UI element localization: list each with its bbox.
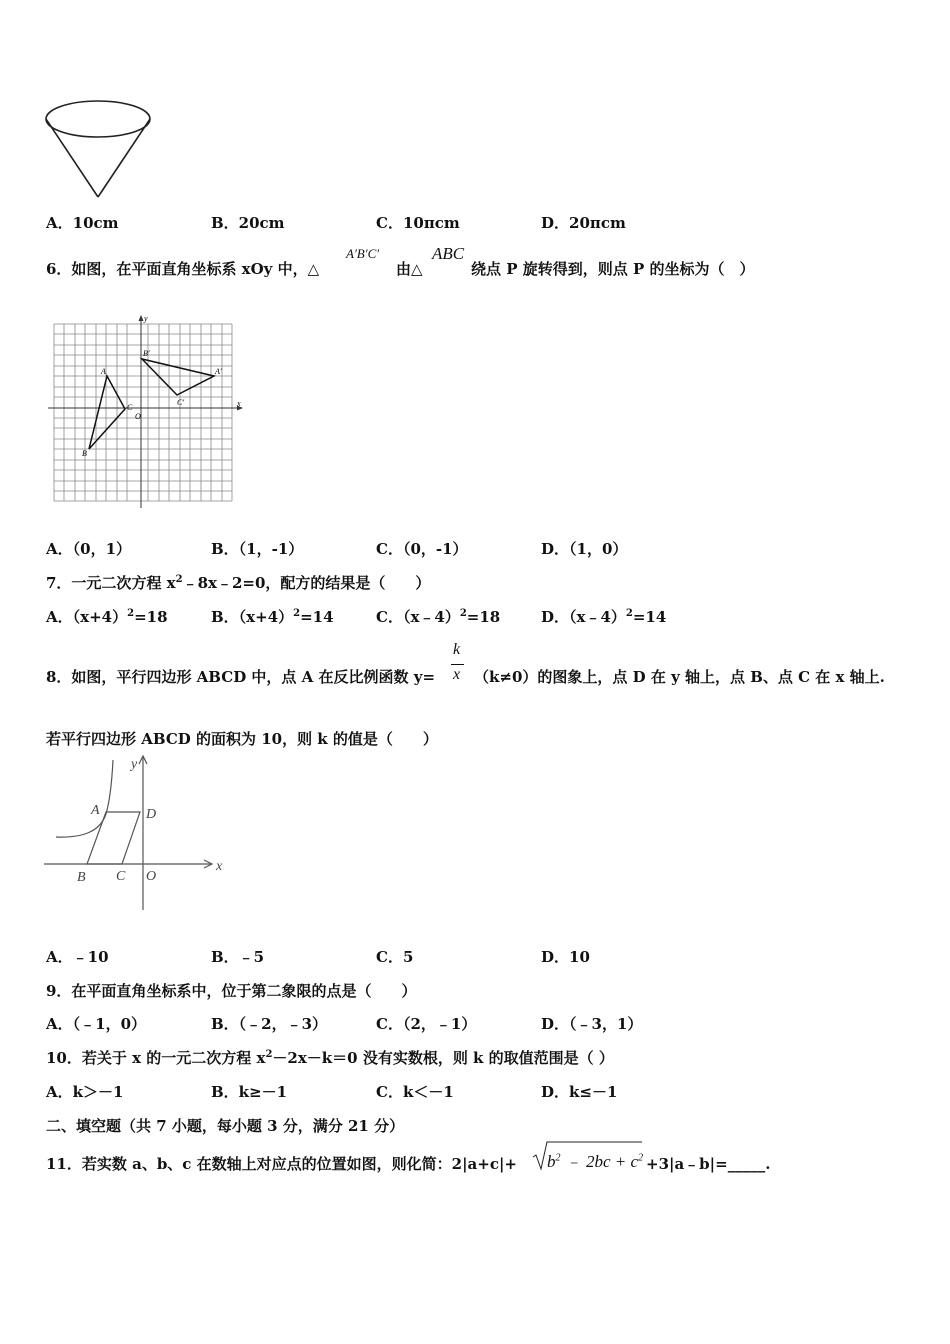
q9-question: 9．在平面直角坐标系中，位于第二象限的点是（ ）	[46, 982, 417, 1000]
q10-option-d[interactable]: D．k≤－1	[541, 1083, 618, 1101]
q6-label-b: B	[82, 449, 87, 458]
q5-option-c[interactable]: C．10πcm	[376, 214, 460, 232]
q6-text-post: 绕点 P 旋转得到，则点 P 的坐标为（ ）	[471, 260, 755, 278]
cone-right-edge	[98, 119, 150, 197]
q7-option-d-post: =14	[632, 608, 667, 626]
q7-option-a-pre: A．（x+4）	[46, 608, 128, 626]
q6-option-d[interactable]: D．（1，0）	[541, 540, 628, 558]
q8-hyperbola-curve	[56, 760, 113, 837]
q7-option-c-pre: C．（x﹣4）	[376, 608, 460, 626]
q10-option-c[interactable]: C．k＜－1	[376, 1083, 454, 1101]
q8-option-d[interactable]: D．10	[541, 948, 590, 966]
q8-fraction-numerator: k	[453, 641, 461, 658]
q8-label-y: y	[131, 757, 138, 772]
q6-triangle-orig: ABC	[432, 244, 465, 263]
q11-sqrt-mid: ﹣ 2bc + c	[560, 1152, 639, 1171]
q8-option-c[interactable]: C．5	[376, 948, 414, 966]
q7-option-d-sup: 2	[625, 608, 633, 619]
q6-text-pre: 6．如图，在平面直角坐标系 xOy 中，△	[46, 260, 320, 278]
q11-sqrt-sup1: 2	[555, 1152, 561, 1164]
cone-base-ellipse	[46, 101, 150, 137]
q8-label-d: D	[146, 807, 157, 822]
q7-option-b[interactable]	[211, 606, 334, 627]
q6-option-a[interactable]: A．（0，1）	[46, 540, 132, 558]
q6-label-b-prime: B′	[143, 349, 150, 358]
q6-label-y: y	[144, 314, 148, 323]
q7-option-c-post: =18	[466, 608, 501, 626]
q6-text-mid: 由△	[396, 260, 423, 278]
q6-question	[46, 258, 319, 279]
q6-triangle-prime: A′B′C′	[346, 246, 380, 261]
q5-option-d[interactable]: D．20πcm	[541, 214, 626, 232]
q7-question	[46, 572, 430, 593]
q8-option-a[interactable]: A．﹣10	[46, 948, 109, 966]
q6-coordinate-grid-figure	[44, 312, 249, 512]
q11-sqrt-content	[547, 1147, 643, 1172]
q10-option-b[interactable]: B．k≥－1	[211, 1083, 288, 1101]
q10-question	[46, 1047, 614, 1068]
q7-option-d-pre: D．（x﹣4）	[541, 608, 626, 626]
q6-triangle-abc-prime	[142, 359, 214, 395]
q8-fraction-denominator: x	[453, 666, 461, 683]
q5-option-b[interactable]: B．20cm	[211, 214, 285, 232]
section-fill-in-title: 二、填空题（共 7 小题，每小题 3 分，满分 21 分）	[46, 1117, 405, 1135]
q9-option-a[interactable]: A．（﹣1，0）	[46, 1015, 147, 1033]
q8-label-a: A	[91, 803, 100, 818]
q8-text-pre: 8．如图，平行四边形 ABCD 中，点 A 在反比例函数 y=	[46, 668, 436, 686]
q8-parallelogram-abcd	[87, 812, 140, 864]
q6-label-c: C	[127, 403, 133, 412]
q5-option-a[interactable]: A．10cm	[46, 214, 119, 232]
q7-option-a[interactable]	[46, 606, 168, 627]
q6-label-a: A	[101, 367, 106, 376]
q8-label-o: O	[146, 869, 157, 884]
q6-label-o: O	[135, 412, 141, 421]
q7-option-b-post: =14	[300, 608, 334, 626]
q6-label-x: x	[237, 399, 241, 408]
q11-text-pre: 11．若实数 a、b、c 在数轴上对应点的位置如图，则化简：2|a+c|+	[46, 1155, 518, 1173]
q7-option-b-pre: B．（x+4）	[211, 608, 294, 626]
q7-option-c[interactable]	[376, 606, 500, 627]
q6-label-c-prime: C′	[177, 398, 185, 407]
q11-text-post[interactable]: +3|a﹣b|=_____.	[646, 1155, 771, 1173]
q6-y-axis-arrow	[139, 315, 144, 321]
q8-option-b[interactable]: B．﹣5	[211, 948, 265, 966]
q10-option-a[interactable]: A．k＞－1	[46, 1083, 124, 1101]
cone-figure	[40, 95, 160, 205]
q8-label-b: B	[77, 870, 86, 885]
q7-text-a: 7．一元二次方程 x	[46, 574, 176, 592]
q9-option-b[interactable]: B．（﹣2，﹣3）	[211, 1015, 328, 1033]
q8-line2: 若平行四边形 ABCD 的面积为 10，则 k 的值是（ ）	[46, 730, 438, 748]
q8-text-post: （k≠0）的图象上，点 D 在 y 轴上，点 B、点 C 在 x 轴上.	[474, 668, 885, 686]
q10-text-a: 10．若关于 x 的一元二次方程 x	[46, 1049, 266, 1067]
q9-option-c[interactable]: C．（2，﹣1）	[376, 1015, 477, 1033]
q9-option-d[interactable]: D．（﹣3，1）	[541, 1015, 643, 1033]
q8-fraction-bar	[451, 664, 464, 665]
q7-option-d[interactable]	[541, 606, 666, 627]
q11-sqrt-sup2: 2	[638, 1152, 644, 1164]
q10-text-b: －2x－k＝0 没有实数根，则 k 的取值范围是（ ）	[272, 1049, 614, 1067]
cone-left-edge	[46, 119, 98, 197]
q7-text-b: ﹣8x﹣2=0，配方的结果是（ ）	[182, 574, 431, 592]
q7-option-c-sup: 2	[459, 608, 467, 619]
q8-label-c: C	[116, 869, 126, 884]
q10-sup: 2	[265, 1049, 273, 1060]
q7-option-a-post: =18	[134, 608, 168, 626]
q6-option-c[interactable]: C．（0，-1）	[376, 540, 468, 558]
q7-option-b-sup: 2	[293, 608, 301, 619]
q6-option-b[interactable]: B．（1，-1）	[211, 540, 304, 558]
q7-option-a-sup: 2	[127, 608, 135, 619]
q11-sqrt-b: b	[547, 1152, 556, 1171]
q7-sup: 2	[175, 574, 183, 585]
q8-label-x: x	[216, 859, 223, 874]
q8-parallelogram-figure	[42, 752, 232, 914]
q6-label-a-prime: A′	[215, 367, 222, 376]
